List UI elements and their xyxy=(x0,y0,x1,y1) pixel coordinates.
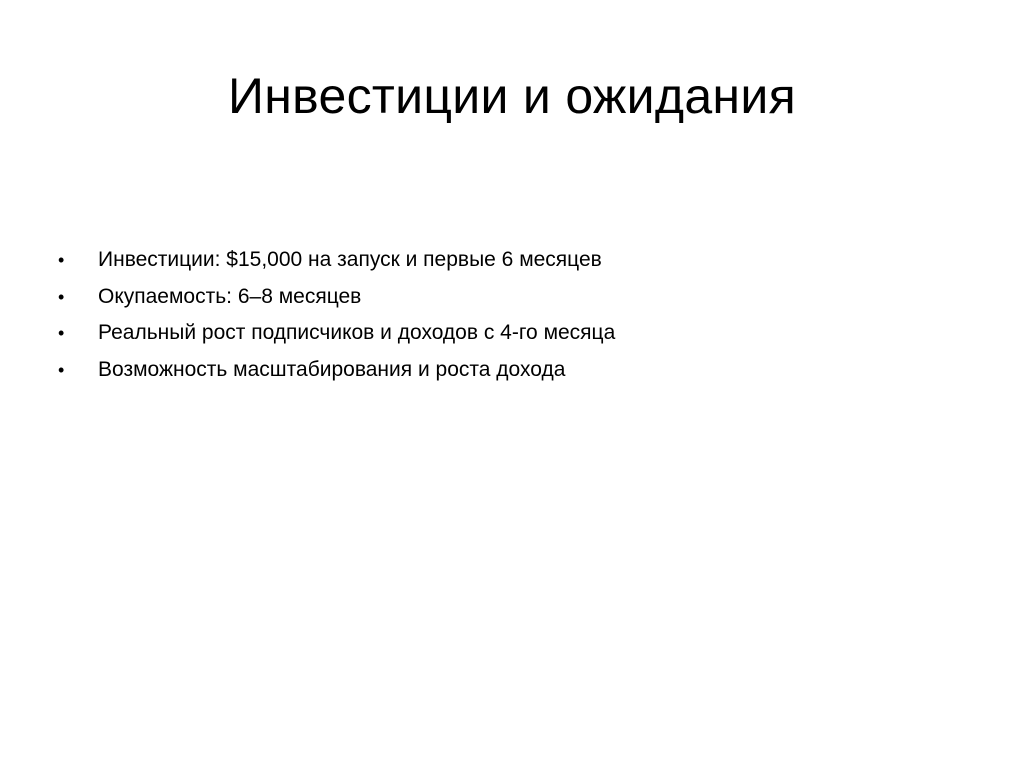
bullet-text: Реальный рост подписчиков и доходов с 4-го месяца xyxy=(98,321,616,344)
bullet-icon: • xyxy=(58,323,65,343)
bullet-icon: • xyxy=(58,286,65,307)
bullet-text: Возможность масштабирования и роста дохода xyxy=(98,357,566,381)
bullet-icon: • xyxy=(58,250,65,270)
bullet-list xyxy=(58,242,958,388)
list-item xyxy=(58,279,958,316)
bullet-icon: • xyxy=(58,359,65,380)
slide-title: Инвестиции и ожидания xyxy=(228,68,796,124)
list-item xyxy=(58,352,958,389)
list-item xyxy=(58,315,958,352)
bullet-text: Инвестиции: $15,000 на запуск и первые 6 месяцев xyxy=(98,248,602,271)
list-item xyxy=(58,242,958,279)
bullet-text: Окупаемость: 6–8 месяцев xyxy=(98,284,362,308)
